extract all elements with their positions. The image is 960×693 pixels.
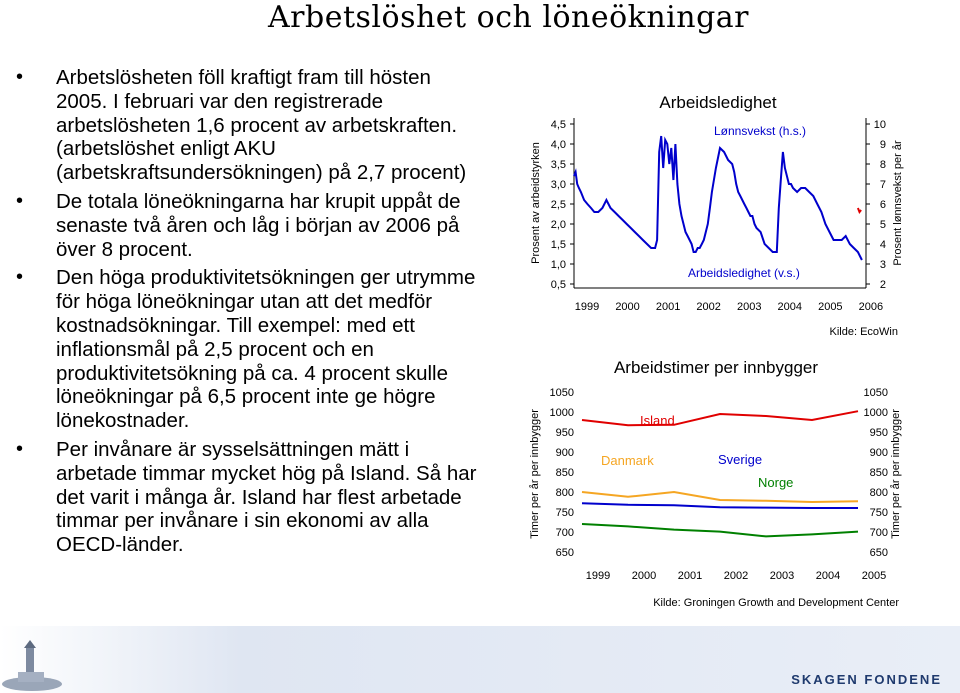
chart1-ytick-right-label: 9	[879, 139, 886, 151]
chart1-source: Kilde: EcoWin	[829, 326, 898, 338]
chart2-label-island: Island	[640, 413, 675, 428]
chart1-xtick-label: 2006	[858, 301, 884, 313]
chart1-ytick-right-label: 5	[879, 219, 886, 231]
chart1-ytick-left-label: 2,0	[550, 219, 566, 231]
chart1-xtick-label: 2003	[736, 301, 762, 313]
chart2-ytick-right-label: 1050	[863, 387, 888, 399]
chart2-ytick-left-label: 950	[555, 427, 574, 439]
chart1-series-line	[574, 136, 862, 260]
chart2-ytick-right-label: 800	[869, 487, 888, 499]
chart1-ytick-right-label: 2	[879, 279, 886, 291]
chart1-ytick-left-label: 3,0	[550, 179, 566, 191]
bullet-item	[16, 438, 486, 557]
bullet-item	[16, 190, 486, 261]
chart2-source: Kilde: Groningen Growth and Development Center	[653, 597, 899, 609]
chart1-label-series-wage: Lønnsvekst (h.s.)	[714, 124, 807, 138]
chart1-series-line	[858, 208, 861, 212]
chart1-label-series-unemployment: Arbeidsledighet (v.s.)	[688, 266, 800, 280]
chart1-ytick-right-label: 8	[879, 159, 886, 171]
bullet-dot-icon: •	[16, 437, 24, 460]
bullet-dot-icon: •	[16, 189, 24, 212]
chart1-xtick-label: 2001	[655, 301, 681, 313]
bullet-list	[16, 66, 486, 562]
chart2-ytick-right-label: 650	[869, 547, 888, 559]
chart2-series-line	[582, 503, 858, 508]
chart1-ytick-left-label: 4,0	[550, 139, 566, 151]
chart2-xtick-label: 2004	[815, 570, 841, 582]
chart1-ytick-left-label: 1,5	[550, 239, 566, 251]
chart2-series-line	[582, 411, 858, 425]
chart2-title: Arbeidstimer per innbygger	[613, 358, 819, 377]
bullet-item	[16, 266, 486, 433]
chart2-ytick-right-label: 950	[869, 427, 888, 439]
chart1-ytick-right-label: 10	[873, 119, 886, 131]
chart2-label-sverige: Sverige	[718, 452, 763, 467]
chart1-xtick-label: 2004	[777, 301, 803, 313]
brand-logo: SKAGEN FONDENE	[791, 672, 942, 687]
chart1-ytick-left-label: 1,0	[550, 259, 566, 271]
chart2-ytick-left-label: 800	[555, 487, 574, 499]
chart2-ytick-right-label: 900	[869, 447, 888, 459]
chart2-ytick-left-label: 850	[555, 467, 574, 479]
chart1-ytick-left-label: 0,5	[550, 279, 566, 291]
chart2-ytick-right-label: 850	[869, 467, 888, 479]
bullet-item	[16, 66, 486, 185]
chart1-ytick-left-label: 4,5	[550, 119, 566, 131]
chart2-xtick-label: 2000	[631, 570, 657, 582]
chart2-ytick-left-label: 1050	[549, 387, 574, 399]
bullet-text: Per invånare är sysselsättningen mätt i arbetade timmar mycket hög på Island. Så har det varit i många år. Island har flest arbetade timmar per invånare i sin ekonomi av alla OECD-länder.	[56, 437, 477, 557]
chart2-series-line	[582, 492, 858, 502]
chart1-xtick-label: 2002	[696, 301, 721, 313]
chart1-ytick-right-label: 6	[879, 199, 886, 211]
chart1-xtick-label: 1999	[574, 301, 600, 313]
chart2-ytick-left-label: 700	[555, 527, 574, 539]
chart2-series-line	[582, 524, 858, 536]
chart2-ytick-left-label: 900	[555, 447, 574, 459]
chart2-ytick-right-label: 750	[869, 507, 888, 519]
chart2-label-danmark: Danmark	[601, 453, 654, 468]
chart2-ytick-left-label: 750	[555, 507, 574, 519]
chart2-xtick-label: 2002	[723, 570, 749, 582]
bullet-dot-icon: •	[16, 66, 24, 88]
chart2-ytick-left-label: 650	[555, 547, 574, 559]
chart1-ytick-left-label: 3,5	[550, 159, 566, 171]
chart1-ylabel-right: Prosent lønnsvekst per år	[892, 140, 904, 266]
chart2-ytick-right-label: 1000	[863, 407, 888, 419]
chart2-ylabel-right: Timer per år per innbygger	[890, 409, 902, 539]
chart2-ylabel-left: Timer per år per innbygger	[529, 409, 541, 539]
chart2-xtick-label: 1999	[585, 570, 611, 582]
chart1-ytick-right-label: 7	[879, 179, 886, 191]
slide-title: Arbetslöshet och löneökningar	[268, 0, 749, 35]
chart2-xtick-label: 2001	[677, 570, 703, 582]
bullet-text: De totala löneökningarna har krupit uppåt de senaste två åren och låg i början av 2006 på över 8 procent.	[56, 189, 461, 261]
bullet-dot-icon: •	[16, 266, 24, 289]
chart2-ytick-left-label: 1000	[549, 407, 574, 419]
chart1-ytick-left-label: 2,5	[550, 199, 566, 211]
chart2-xtick-label: 2005	[861, 570, 887, 582]
chart1-ytick-right-label: 3	[879, 259, 886, 271]
chart1-xtick-label: 2005	[818, 301, 843, 313]
chart1-title: Arbeidsledighet	[659, 93, 777, 112]
chart1-ytick-right-label: 4	[879, 239, 886, 251]
chart2-ytick-right-label: 700	[869, 527, 888, 539]
bullet-text: Arbetslösheten föll kraftigt fram till hösten 2005. I februari var den registrerade arbetslösheten 1,6 procent av arbetskraften. (arbetslöshet enligt AKU (arbetskraftsundersökningen) på 2,7 procent)	[56, 66, 467, 185]
chart2-label-norge: Norge	[758, 475, 794, 490]
bullet-text: Den höga produktivitetsökningen ger utrymme för höga löneökningar utan att det medför kostnadsökningar. Till exempel: med ett inflationsmål på 2,5 procent och en produktivitetsökning på ca. 4 procent skulle löneökningar på 6,5 procent inte ge högre lönekostnader.	[56, 266, 476, 433]
chart1-xtick-label: 2000	[615, 301, 640, 313]
chart1-ylabel-left: Prosent av arbeidstyrken	[530, 142, 542, 264]
chart2-xtick-label: 2003	[769, 570, 795, 582]
